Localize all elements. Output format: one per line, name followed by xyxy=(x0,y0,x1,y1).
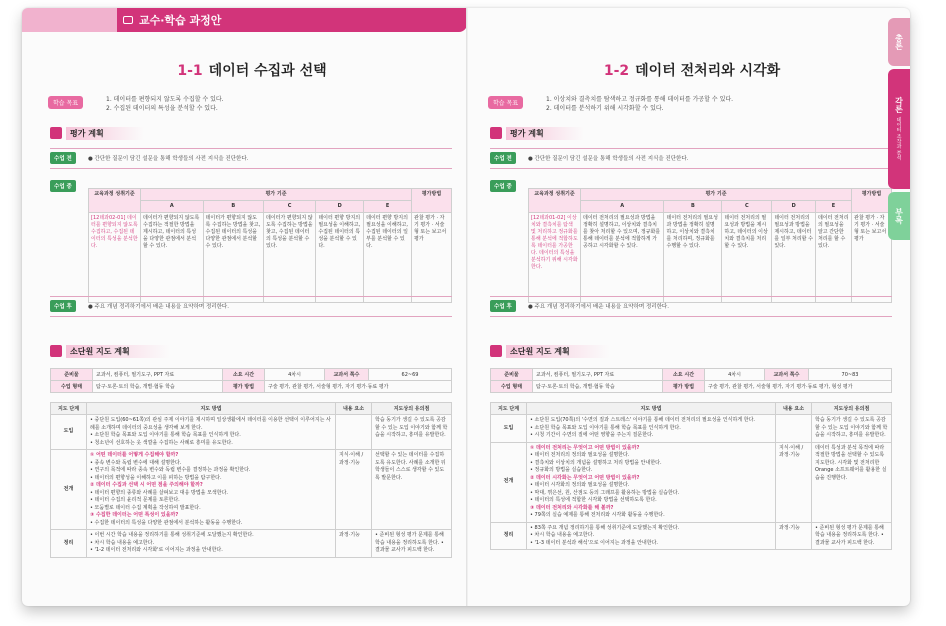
plan-title: 소단원 지도 계획 xyxy=(66,345,170,358)
header-label: 교수·학습 과정안 xyxy=(139,14,222,27)
plan-value: 교과서, 컴퓨터, 필기도구, PPT 자료 xyxy=(533,369,663,381)
step-method xyxy=(87,530,336,558)
plan-table xyxy=(50,368,452,393)
eval-method-cell: 관찰 평가 · 자기 평가 · 서술형 또는 보고서 평가 xyxy=(852,213,892,303)
step-line: • 막대, 꺾은선, 원, 산점도 등의 그래프를 활용하는 방법을 실습한다. xyxy=(530,489,680,496)
plan-table xyxy=(490,368,892,393)
plan-value: 4차시 xyxy=(705,369,765,381)
tab-detail[interactable] xyxy=(888,69,910,189)
spine xyxy=(466,8,468,606)
eval-header-c: C xyxy=(263,201,315,213)
phase-after-tag: 수업 후 xyxy=(50,300,76,312)
phase-during-tag: 수업 중 xyxy=(50,180,76,192)
step-line: • 데이터의 특성에 적합한 시각화 방법을 선택하도록 한다. xyxy=(530,497,657,503)
steps-header-note: 지도상의 유의점 xyxy=(812,403,892,415)
step-line: • 차시 학습 내용을 예고한다. xyxy=(90,539,155,546)
divider xyxy=(50,296,452,297)
step-note: 학습 동기가 생길 수 있도록 공감할 수 있는 도입 이야기와 함께 학습을 시작하고, 흥미를 유발한다. xyxy=(372,415,452,450)
step-line: • 데이터의 편향성을 이해하고 이를 피하는 방법을 탐구한다. xyxy=(90,474,222,481)
goal-item: 2. 수집된 데이터의 특성을 분석할 수 있다. xyxy=(106,105,218,112)
step-note: • 준비된 형성 평가 문제를 통해 학습 내용을 정리하도록 한다. • 결과물 교사가 피드백 한다. xyxy=(812,522,892,550)
header-ribbon xyxy=(22,8,117,32)
phase-before-tag: 수업 전 xyxy=(490,152,516,164)
plan-value: 70~83 xyxy=(809,369,892,381)
phase-after-tag: 수업 후 xyxy=(490,300,516,312)
step-stage: 정리 xyxy=(51,530,87,558)
step-element: 지식·이해 / 과정·기능 xyxy=(776,442,812,522)
goal-item: 1. 이상치와 결측치를 탐색하고 정규화를 통해 데이터를 가공할 수 있다. xyxy=(546,96,734,103)
step-line: • 데이터 전처리의 정의와 필요성을 설명한다. xyxy=(530,452,630,458)
goal-tag: 학습 목표 xyxy=(488,96,523,109)
goal-item: 1. 데이터를 편향되지 않도록 수집할 수 있다. xyxy=(106,96,224,103)
step-method xyxy=(87,415,336,450)
plan-key: 교과서 쪽수 xyxy=(325,369,369,381)
eval-c-cell: 데이터 전처리의 필요성과 방법을 제시하고, 데이터의 이상치와 결측치를 처리할 수 있다. xyxy=(722,213,772,303)
steps-table xyxy=(50,402,452,558)
goal-list xyxy=(546,95,733,113)
plan-value: 탐구·토론·토의 학습, 개별·협동 학습 xyxy=(93,381,223,393)
plan-key: 교과서 쪽수 xyxy=(765,369,809,381)
step-line: • 종속 변수와 독립 변수에 대해 설명한다. xyxy=(90,459,182,466)
plan-value: 구술 평가, 관찰 평가, 서술형 평가, 자기 평가·동료 평가 xyxy=(265,381,452,393)
step-question: ② 데이터 시각화는 무엇이고 어떤 방법이 있을까? xyxy=(530,474,640,481)
plan-value: 교과서, 컴퓨터, 필기도구, PPT 자료 xyxy=(93,369,223,381)
step-line: • 데이터 편향의 종류와 사례를 살펴보고 대응 방법을 모색한다. xyxy=(90,489,229,496)
step-question: ② 데이터 수집과 선택 시 어떤 점을 주의해야 할까? xyxy=(90,482,203,488)
eval-title: 평가 계획 xyxy=(66,127,144,140)
eval-header-method: 평가방법 xyxy=(852,189,892,213)
divider xyxy=(50,148,452,149)
phase-before-text: ● 간단한 질문이 담긴 설문을 통해 학생들의 사전 지식을 진단한다. xyxy=(88,156,249,162)
eval-header-criteria: 평가 기준 xyxy=(581,189,852,201)
eval-e-cell: 데이터 전처리의 필요성을 알고 간단한 처리를 할 수 있다. xyxy=(815,213,851,303)
steps-header-stage: 지도 단계 xyxy=(51,403,87,415)
step-line: • '1-3 데이터 분석과 해석'으로 이어지는 과정을 안내한다. xyxy=(530,539,659,546)
divider xyxy=(490,148,892,149)
goal-item: 2. 데이터를 분석하기 위해 시각화할 수 있다. xyxy=(546,105,664,112)
section-title-text: 데이터 전처리와 시각화 xyxy=(635,63,781,79)
section-number: 1-2 xyxy=(603,63,630,79)
steps-header-method: 지도 방법 xyxy=(87,403,336,415)
step-line: • 이번 시간 학습 내용을 정리하기를 통해 성취기준에 도달했는지 확인한다. xyxy=(90,532,254,538)
eval-a-cell: 데이터 전처리의 필요성과 방법을 정확히 설명하고, 이상치와 결측치를 찾아 처리할 수 있으며, 정규화를 통해 데이터를 분석에 적합하게 가공하고 시각화할 수 있다. xyxy=(581,213,664,303)
step-element xyxy=(336,415,372,450)
tab-appendix[interactable] xyxy=(888,192,910,240)
eval-title: 평가 계획 xyxy=(506,127,584,140)
plan-key: 준비물 xyxy=(491,369,533,381)
step-stage: 정리 xyxy=(491,522,527,550)
phase-during-tag: 수업 중 xyxy=(490,180,516,192)
book-spread xyxy=(22,8,910,606)
step-method xyxy=(527,522,776,550)
plan-heading xyxy=(490,344,610,358)
eval-header-std: 교육과정 성취기준 xyxy=(89,189,141,213)
step-line: • 결측치와 이상치의 개념을 설명하고 처리 방법을 안내한다. xyxy=(530,459,662,466)
divider xyxy=(490,296,892,297)
step-note: 데이터 특성과 분석 목적에 따라 적절한 방법을 선택할 수 있도록 지도한다. 시각화 및 전처리한 Orange 소프트웨어를 활용한 실습을 진행한다. xyxy=(812,442,892,522)
eval-std-cell: [12데과02-01] 데이터를 편향되지 않도록 수집하고, 수집된 데이터의 특성을 분석한다. xyxy=(89,213,141,303)
step-method xyxy=(527,442,776,522)
eval-header-method: 평가방법 xyxy=(412,189,452,213)
step-question: ① 어떤 데이터를 어떻게 수집해야 할까? xyxy=(90,452,179,458)
step-note: 학습 동기가 생길 수 있도록 공감할 수 있는 도입 이야기와 함께 학습을 시작하고, 흥미를 유발한다. xyxy=(812,415,892,443)
step-element: 과정·기능 xyxy=(336,530,372,558)
eval-heading xyxy=(50,126,144,140)
step-line: • '1-2 데이터 전처리와 시각화'로 이어지는 과정을 안내한다. xyxy=(90,547,223,553)
goal-list xyxy=(106,95,224,113)
step-question: ③ 데이터 전처리와 시각화를 해 볼까? xyxy=(530,504,614,511)
eval-header-criteria: 평가 기준 xyxy=(141,189,412,201)
section-number: 1-1 xyxy=(177,63,203,79)
phase-before-tag: 수업 전 xyxy=(50,152,76,164)
right-page xyxy=(482,36,902,601)
step-line: • 청소년이 선호하는 옷 색깔을 수집하는 사례로 흥미를 유도한다. xyxy=(90,439,233,446)
divider xyxy=(490,168,892,169)
eval-header-b: B xyxy=(664,201,722,213)
step-note: • 준비된 형성 평가 문제를 통해 학습 내용을 정리하도록 한다. • 결과물 교사가 피드백 한다. xyxy=(372,530,452,558)
eval-header-std: 교육과정 성취기준 xyxy=(529,189,581,213)
steps-header-note: 지도상의 유의점 xyxy=(372,403,452,415)
step-question: ③ 수집한 데이터는 어떤 특성이 있을까? xyxy=(90,512,179,518)
step-stage: 도입 xyxy=(491,415,527,443)
step-line: • 데이터 수집의 윤리적 문제를 토론한다. xyxy=(90,497,180,503)
phase-after-text: ● 주요 개념 정리하기에서 배운 내용을 요약하며 정리한다. xyxy=(88,304,229,310)
eval-d-cell: 데이터 편향 방지의 필요성을 이해하고, 수집된 데이터의 특성을 분석할 수 있다. xyxy=(316,213,364,303)
step-line: • 소단원 도입(70쪽)의 '수면의 질과 스트레스' 이야기를 통해 데이터 전처리의 필요성을 인식하게 한다. xyxy=(530,417,755,423)
section-title xyxy=(482,60,902,80)
pencil-icon xyxy=(490,127,502,139)
side-tabs xyxy=(888,18,910,243)
tab-intro-label: 총론 xyxy=(894,34,904,50)
eval-b-cell: 데이터가 편향되지 않도록 수집하는 방법을 찾고, 수집된 데이터의 특성을 다양한 관점에서 분석할 수 있다. xyxy=(203,213,263,303)
step-question: ① 데이터 전처리는 무엇이고 어떤 방법이 있을까? xyxy=(530,444,640,451)
step-element: 과정·기능 xyxy=(776,522,812,550)
divider xyxy=(50,316,452,317)
step-line: • 83쪽 주요 개념 정리하기를 통해 성취기준에 도달했는지 확인한다. xyxy=(530,524,680,531)
divider xyxy=(50,168,452,169)
section-title xyxy=(42,60,462,80)
plan-value: 4차시 xyxy=(265,369,325,381)
step-line: • 소단원 학습 목표와 도입 이야기를 통해 학습 목표를 인식하게 한다. xyxy=(530,424,681,431)
step-method xyxy=(87,450,336,530)
step-line: • 데이터 시각화의 정의와 필요성을 설명한다. xyxy=(530,482,630,488)
phase-before-text: ● 간단한 질문이 담긴 설문을 통해 학생들의 사전 지식을 진단한다. xyxy=(528,156,689,162)
eval-table xyxy=(528,188,892,303)
step-line: • 연구의 목적에 따라 종속 변수와 독립 변수를 결정하는 과정을 확인한다. xyxy=(90,467,251,473)
step-line: • 시청 기간이 수면의 질에 어떤 영향을 주는지 질문한다. xyxy=(530,432,654,438)
section-title-text: 데이터 수집과 선택 xyxy=(208,63,327,79)
steps-header-method: 지도 방법 xyxy=(527,403,776,415)
divider xyxy=(490,316,892,317)
eval-b-cell: 데이터 전처리의 필요성과 방법을 정확히 설명하고, 이상치와 결측치를 처리하며, 정규화를 수행할 수 있다. xyxy=(664,213,722,303)
plan-key: 평가 방법 xyxy=(663,381,705,393)
plan-key: 수업 형태 xyxy=(491,381,533,393)
plan-key: 소요 시간 xyxy=(223,369,265,381)
eval-header-e: E xyxy=(364,201,412,213)
pencil-icon xyxy=(50,345,62,357)
eval-header-e: E xyxy=(815,201,851,213)
step-line: • 수집한 데이터의 특성을 다양한 관점에서 분석하는 활동을 수행한다. xyxy=(90,519,243,526)
step-line: • 모둠별로 데이터 수집 계획을 작성하여 발표한다. xyxy=(90,504,201,511)
tab-detail-sub: 데이터 조작과 분석 xyxy=(895,117,902,161)
left-page xyxy=(42,36,462,601)
tab-intro[interactable] xyxy=(888,18,910,66)
header-band xyxy=(117,8,467,32)
eval-method-cell: 관찰 평가 · 자기 평가 · 서술형 또는 보고서 평가 xyxy=(412,213,452,303)
eval-table xyxy=(88,188,452,303)
eval-a-cell: 데이터가 편향되지 않도록 수집하는 적절한 방법을 제시하고, 데이터의 특성을 다양한 관점에서 분석할 수 있다. xyxy=(141,213,204,303)
step-line: • 중단원 도입(60~61쪽)의 관심 주제 이야기를 제시하며 일상생활에서 데이터를 이용한 선택이 이루어지는 사례를 소개하며 데이터의 중요성을 생각해 보게 한다. xyxy=(90,417,331,431)
step-line: • 차시 학습 내용을 예고한다. xyxy=(530,532,595,538)
step-element xyxy=(776,415,812,443)
eval-header-c: C xyxy=(722,201,772,213)
plan-value: 탐구·토론·토의 학습, 개별·협동 학습 xyxy=(533,381,663,393)
steps-header-element: 내용 요소 xyxy=(336,403,372,415)
pencil-icon xyxy=(490,345,502,357)
step-note: 선택할 수 있는 데이터를 수집하도록 유도한다. 사례를 소개한 뒤 학생들이 스스로 생각할 수 있도록 발문한다. xyxy=(372,450,452,530)
plan-key: 수업 형태 xyxy=(51,381,93,393)
steps-table xyxy=(490,402,892,550)
eval-header-a: A xyxy=(141,201,204,213)
plan-title: 소단원 지도 계획 xyxy=(506,345,610,358)
eval-e-cell: 데이터 편향 방지의 필요성을 이해하고, 수집된 데이터의 일부를 분석할 수 있다. xyxy=(364,213,412,303)
plan-value: 62~69 xyxy=(369,369,452,381)
tab-appendix-label: 부록 xyxy=(894,208,904,224)
eval-header-d: D xyxy=(316,201,364,213)
step-stage: 도입 xyxy=(51,415,87,450)
phase-after-text: ● 주요 개념 정리하기에서 배운 내용을 요약하며 정리한다. xyxy=(528,304,669,310)
book-icon xyxy=(123,16,133,24)
step-stage: 전개 xyxy=(491,442,527,522)
step-line: • 79쪽의 실습 예제를 통해 전처리와 시각화 활동을 수행한다. xyxy=(530,512,665,518)
steps-header-stage: 지도 단계 xyxy=(491,403,527,415)
steps-header-element: 내용 요소 xyxy=(776,403,812,415)
eval-header-b: B xyxy=(203,201,263,213)
eval-header-d: D xyxy=(772,201,816,213)
plan-heading xyxy=(50,344,170,358)
plan-key: 소요 시간 xyxy=(663,369,705,381)
eval-heading xyxy=(490,126,584,140)
step-line: • 정규화의 방법을 실습한다. xyxy=(530,467,593,473)
step-element: 지식·이해 / 과정·기능 xyxy=(336,450,372,530)
step-method xyxy=(527,415,776,443)
step-stage: 전개 xyxy=(51,450,87,530)
pencil-icon xyxy=(50,127,62,139)
eval-header-a: A xyxy=(581,201,664,213)
eval-std-cell: [12데과01-02] 이상치와 결측치를 탐색 및 처리하고 정규화를 통해 분석에 적합하도록 데이터를 가공한다. 데이터의 특성을 분석하기 위해 시각화한다. xyxy=(529,213,581,303)
eval-d-cell: 데이터 전처리의 필요성과 방법을 제시하고, 데이터를 일부 처리할 수 있다. xyxy=(772,213,816,303)
tab-detail-label: 각론 xyxy=(894,97,904,114)
eval-c-cell: 데이터가 편향되지 않도록 수집하는 방법을 찾고, 수집된 데이터의 특성을 분석할 수 있다. xyxy=(263,213,315,303)
plan-key: 준비물 xyxy=(51,369,93,381)
goal-tag: 학습 목표 xyxy=(48,96,83,109)
plan-value: 구술 평가, 관찰 평가, 서술형 평가, 자기 평가·동료 평가, 형성 평가 xyxy=(705,381,892,393)
plan-key: 평가 방법 xyxy=(223,381,265,393)
step-line: • 소단원 학습 목표와 도입 이야기를 통해 학습 목표를 인식하게 한다. xyxy=(90,432,241,438)
